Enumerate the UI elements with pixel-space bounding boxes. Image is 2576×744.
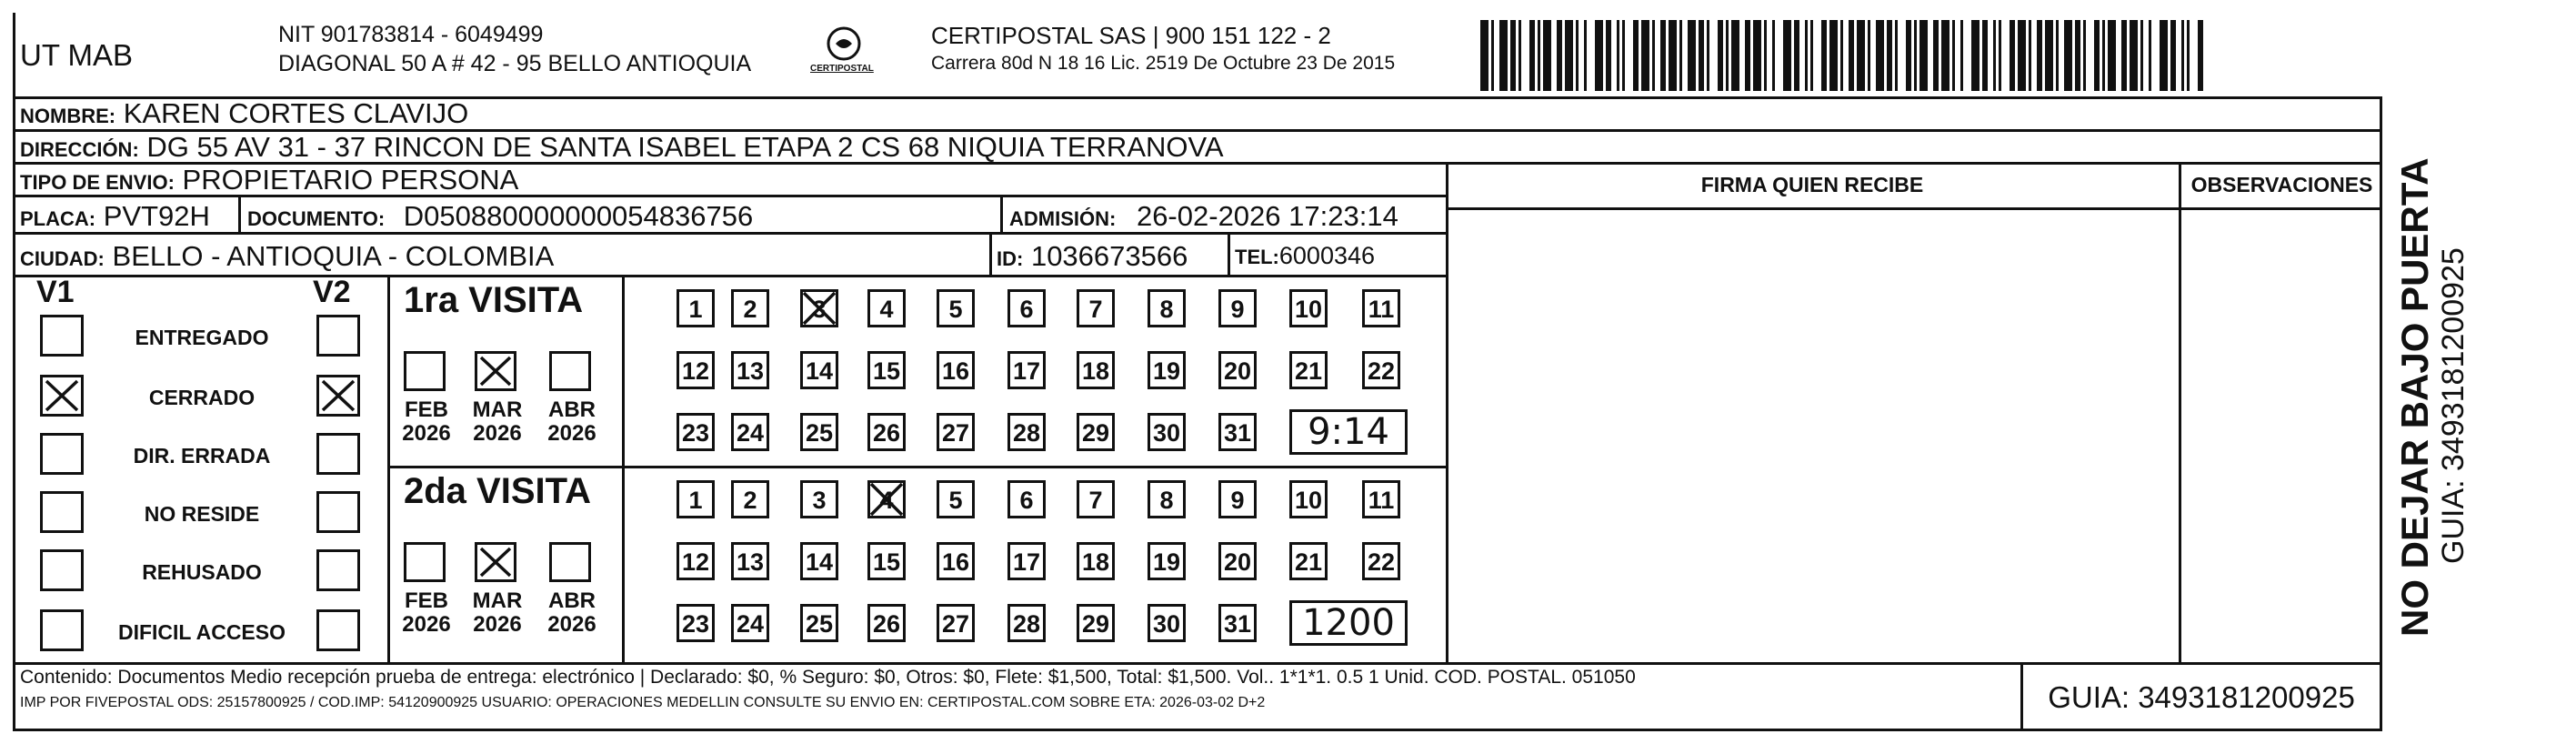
barcode-bar — [1595, 20, 1603, 91]
barcode-bar — [2108, 20, 2116, 91]
day-box[interactable]: 22 — [1362, 542, 1400, 580]
day-box[interactable]: 18 — [1077, 351, 1115, 389]
barcode-bar — [1660, 20, 1666, 91]
admission-label: ADMISIÓN: — [1009, 207, 1117, 230]
recipient-address-row — [20, 133, 1224, 161]
v1-checkbox[interactable] — [40, 375, 84, 417]
barcode-bar — [1794, 20, 1799, 91]
month-checkbox[interactable] — [475, 542, 516, 582]
day-box[interactable]: 17 — [1007, 351, 1046, 389]
barcode-bar — [1617, 20, 1619, 91]
divider — [387, 466, 1446, 468]
id-label: ID: — [997, 247, 1024, 270]
signature-label: FIRMA QUIEN RECIBE — [1700, 173, 1924, 196]
day-box[interactable]: 18 — [1077, 542, 1115, 580]
barcode-bar — [1772, 20, 1775, 91]
barcode-bar — [1538, 20, 1540, 91]
v2-checkbox[interactable] — [316, 549, 360, 591]
barcode-bar — [1840, 20, 1843, 91]
tel-label: TEL: — [1235, 246, 1279, 268]
month-checkbox[interactable] — [404, 351, 446, 391]
day-box[interactable]: 8 — [1148, 289, 1186, 327]
tel-value: 6000346 — [1278, 242, 1376, 269]
month-year: 2026 — [473, 612, 522, 638]
barcode-bar — [2170, 20, 2176, 91]
recipient-name: KAREN CORTES CLAVIJO — [123, 97, 469, 129]
v1-label: V1 — [36, 275, 75, 309]
day-box[interactable]: 31 — [1218, 413, 1257, 451]
barcode-bar — [1641, 20, 1649, 91]
divider — [2179, 162, 2181, 662]
day-box[interactable]: 5 — [937, 289, 975, 327]
day-box[interactable]: 25 — [800, 604, 838, 642]
barcode-bar — [1510, 20, 1516, 91]
barcode-bar — [1688, 20, 1696, 91]
barcode-bar — [1731, 20, 1739, 91]
barcode-bar — [1606, 20, 1611, 91]
barcode-bar — [1543, 20, 1551, 91]
v2-label: V2 — [313, 275, 351, 309]
barcode-bar — [2075, 20, 2080, 91]
barcode-bar — [1480, 20, 1488, 91]
day-box[interactable]: 1 — [677, 289, 715, 327]
day-box[interactable]: 2 — [731, 480, 769, 518]
barcode-bar — [1557, 20, 1562, 91]
day-box[interactable]: 27 — [937, 604, 975, 642]
recipient-address: DG 55 AV 31 - 37 RINCON DE SANTA ISABEL ETAPA 2 CS 68 NIQUIA TERRANOVA — [146, 131, 1224, 163]
status-label: ENTREGADO — [135, 326, 269, 349]
day-box[interactable]: 23 — [677, 604, 715, 642]
admission-row — [1009, 202, 1398, 230]
day-box[interactable]: 28 — [1007, 413, 1046, 451]
day-box[interactable]: 6 — [1007, 289, 1046, 327]
month-year: 2026 — [402, 612, 451, 638]
v1-checkbox[interactable] — [40, 609, 84, 651]
address-label: DIRECCIÓN: — [20, 138, 139, 161]
barcode-bar — [1764, 20, 1767, 91]
v1-checkbox[interactable] — [40, 433, 84, 475]
day-box[interactable]: 17 — [1007, 542, 1046, 580]
barcode-bar — [1868, 20, 1870, 91]
barcode-bar — [1669, 20, 1677, 91]
divider — [1000, 195, 1003, 232]
barcode-bar — [2102, 20, 2105, 91]
month-checkbox[interactable] — [404, 542, 446, 582]
month-label — [466, 589, 529, 638]
admission-value: 26-02-2026 17:23:14 — [1136, 200, 1398, 232]
document-row — [247, 202, 753, 230]
barcode-bar — [1821, 20, 1827, 91]
barcode-bar — [1933, 20, 1939, 91]
day-box[interactable]: 31 — [1218, 604, 1257, 642]
carrier-name: CERTIPOSTAL SAS | 900 151 122 - 2 — [931, 22, 1331, 49]
certipostal-logo — [812, 22, 876, 85]
day-box[interactable]: 12 — [677, 351, 715, 389]
barcode-bar — [1584, 20, 1587, 91]
barcode-bar — [1576, 20, 1579, 91]
barcode-bar — [2149, 20, 2151, 91]
side-guia: GUIA: 3493181200925 — [2436, 247, 2471, 564]
month-year: 2026 — [547, 612, 596, 638]
month-label — [540, 589, 604, 638]
barcode-bar — [1805, 20, 1808, 91]
v1-checkbox[interactable] — [40, 315, 84, 357]
v2-checkbox[interactable] — [316, 433, 360, 475]
barcode-bar — [1753, 20, 1761, 91]
month-checkbox[interactable] — [475, 351, 516, 391]
barcode-bar — [1633, 20, 1639, 91]
barcode-bar — [1895, 20, 1898, 91]
barcode-bar — [1622, 20, 1625, 91]
v2-checkbox[interactable] — [316, 375, 360, 417]
v1-checkbox[interactable] — [40, 549, 84, 591]
barcode-bar — [1707, 20, 1709, 91]
month-label — [540, 398, 604, 447]
month-name: MAR — [472, 397, 523, 422]
month-name: ABR — [548, 588, 596, 613]
v2-checkbox[interactable] — [316, 491, 360, 533]
month-name: FEB — [405, 588, 448, 613]
month-name: FEB — [405, 397, 448, 422]
divider — [13, 232, 1446, 235]
day-box[interactable]: 9 — [1218, 289, 1257, 327]
type-label: TIPO DE ENVIO: — [20, 171, 175, 194]
day-x-mark — [867, 480, 906, 528]
day-box[interactable]: 14 — [800, 542, 838, 580]
barcode-bar — [2121, 20, 2127, 91]
city-value: BELLO - ANTIOQUIA - COLOMBIA — [112, 240, 555, 272]
side-warning: NO DEJAR BAJO PUERTA — [2393, 157, 2436, 637]
day-box[interactable]: 10 — [1289, 480, 1328, 518]
barcode — [1480, 20, 2206, 91]
day-box[interactable]: 20 — [1218, 351, 1257, 389]
divider — [622, 275, 625, 662]
month-year: 2026 — [473, 421, 522, 447]
day-box[interactable]: 24 — [731, 604, 769, 642]
barcode-bar — [1960, 20, 1963, 91]
carrier-license: Carrera 80d N 18 16 Lic. 2519 De Octubre 23 De 2015 — [931, 53, 1396, 74]
barcode-bar — [2130, 20, 2138, 91]
visit2-title: 2da VISITA — [404, 471, 591, 511]
barcode-bar — [1679, 20, 1682, 91]
footer-imp: IMP POR FIVEPOSTAL ODS: 25157800925 / COD.IMP: 54120900925 USUARIO: OPERACIONES MEDELLIN CONSULTE SU ENVIO EN: CERTIPOSTAL.COM SOBRE ETA: 2026-03-02 D+2 — [20, 695, 1266, 710]
barcode-bar — [1726, 20, 1729, 91]
v2-checkbox[interactable] — [316, 609, 360, 651]
day-box[interactable]: 10 — [1289, 289, 1328, 327]
footer-guia: GUIA: 3493181200925 — [2048, 680, 2355, 714]
barcode-bar — [1914, 20, 1917, 91]
document-value: D050880000000054836756 — [403, 200, 754, 232]
shipment-type-row — [20, 166, 518, 194]
divider — [238, 195, 241, 232]
day-box[interactable]: 13 — [731, 542, 769, 580]
visit1-title: 1ra VISITA — [404, 280, 584, 320]
day-box[interactable]: 3 — [800, 289, 838, 327]
barcode-bar — [1699, 20, 1704, 91]
logo-text: CERTIPOSTAL — [810, 64, 874, 74]
month-checkbox[interactable] — [549, 351, 591, 391]
barcode-bar — [2187, 20, 2190, 91]
barcode-bar — [1876, 20, 1884, 91]
month-year: 2026 — [402, 421, 451, 447]
day-box[interactable]: 7 — [1077, 480, 1115, 518]
barcode-bar — [2056, 20, 2059, 91]
month-label — [395, 589, 458, 638]
divider — [1446, 207, 2382, 210]
barcode-bar — [1849, 20, 1854, 91]
barcode-bar — [1499, 20, 1508, 91]
barcode-bar — [1829, 20, 1838, 91]
barcode-bar — [1491, 20, 1494, 91]
day-box[interactable]: 28 — [1007, 604, 1046, 642]
company-name: UT MAB — [20, 38, 134, 72]
day-box[interactable]: 9 — [1218, 480, 1257, 518]
left-border-top — [13, 13, 15, 99]
barcode-bar — [2094, 20, 2100, 91]
day-box[interactable]: 16 — [937, 542, 975, 580]
status-label: NO RESIDE — [144, 502, 260, 526]
barcode-bar — [1999, 20, 2001, 91]
day-box[interactable]: 19 — [1148, 351, 1186, 389]
city-row — [20, 242, 554, 270]
observations-label: OBSERVACIONES — [2190, 173, 2373, 196]
day-box[interactable]: 15 — [867, 542, 906, 580]
barcode-bar — [2181, 20, 2184, 91]
day-box[interactable]: 21 — [1289, 351, 1328, 389]
day-box[interactable]: 19 — [1148, 542, 1186, 580]
v1-checkbox[interactable] — [40, 491, 84, 533]
status-label: DIFICIL ACCESO — [117, 620, 286, 644]
barcode-bar — [1919, 20, 1928, 91]
divider — [13, 275, 1446, 277]
city-label: CIUDAD: — [20, 247, 105, 270]
barcode-bar — [2018, 20, 2026, 91]
month-label — [395, 398, 458, 447]
name-label: NOMBRE: — [20, 105, 116, 127]
status-label: CERRADO — [148, 386, 256, 409]
day-box[interactable]: 8 — [1148, 480, 1186, 518]
barcode-bar — [2010, 20, 2015, 91]
barcode-bar — [1652, 20, 1655, 91]
id-row — [997, 242, 1188, 270]
day-box[interactable]: 29 — [1077, 413, 1115, 451]
visit-time[interactable]: 1200 — [1289, 600, 1408, 646]
day-box[interactable]: 6 — [1007, 480, 1046, 518]
day-box[interactable]: 7 — [1077, 289, 1115, 327]
barcode-bar — [1857, 20, 1865, 91]
day-box[interactable]: 4 — [867, 480, 906, 518]
company-nit: NIT 901783814 - 6049499 — [278, 22, 544, 47]
tel-row — [1235, 244, 1375, 268]
barcode-bar — [1718, 20, 1723, 91]
day-box[interactable]: 23 — [677, 413, 715, 451]
day-box[interactable]: 16 — [937, 351, 975, 389]
month-year: 2026 — [547, 421, 596, 447]
month-name: ABR — [548, 397, 596, 422]
month-checkbox[interactable] — [549, 542, 591, 582]
day-box[interactable]: 2 — [731, 289, 769, 327]
barcode-bar — [1906, 20, 1911, 91]
month-label — [466, 398, 529, 447]
day-box[interactable]: 30 — [1148, 604, 1186, 642]
barcode-bar — [2083, 20, 2086, 91]
divider — [1228, 232, 1230, 275]
visit-time[interactable]: 9:14 — [1289, 409, 1408, 455]
status-label: DIR. ERRADA — [133, 444, 271, 468]
barcode-bar — [1993, 20, 1996, 91]
month-name: MAR — [472, 588, 523, 613]
barcode-bar — [2064, 20, 2072, 91]
plate-label: PLACA: — [20, 207, 96, 230]
day-box[interactable]: 3 — [800, 480, 838, 518]
document-label: DOCUMENTO: — [247, 207, 386, 230]
day-box[interactable]: 27 — [937, 413, 975, 451]
day-box[interactable]: 24 — [731, 413, 769, 451]
shipment-type: PROPIETARIO PERSONA — [182, 164, 519, 196]
plate-row — [20, 202, 210, 230]
barcode-bar — [1519, 20, 1521, 91]
divider — [13, 662, 2382, 665]
day-box[interactable]: 25 — [800, 413, 838, 451]
day-box[interactable]: 15 — [867, 351, 906, 389]
day-box[interactable]: 22 — [1362, 351, 1400, 389]
barcode-bar — [2160, 20, 2168, 91]
day-x-mark — [800, 289, 838, 337]
day-box[interactable]: 11 — [1362, 289, 1400, 327]
id-value: 1036673566 — [1030, 240, 1188, 272]
day-box[interactable]: 1 — [677, 480, 715, 518]
day-box[interactable]: 26 — [867, 604, 906, 642]
divider — [1446, 162, 1448, 662]
day-box[interactable]: 21 — [1289, 542, 1328, 580]
divider — [387, 275, 390, 662]
barcode-bar — [1745, 20, 1750, 91]
day-box[interactable]: 12 — [677, 542, 715, 580]
day-box[interactable]: 11 — [1362, 480, 1400, 518]
barcode-bar — [2198, 20, 2203, 91]
barcode-bar — [1810, 20, 1813, 91]
barcode-bar — [2045, 20, 2053, 91]
barcode-bar — [1565, 20, 1573, 91]
barcode-bar — [1529, 20, 1535, 91]
divider — [989, 232, 992, 275]
day-box[interactable]: 14 — [800, 351, 838, 389]
barcode-bar — [1982, 20, 1988, 91]
barcode-bar — [1941, 20, 1950, 91]
recipient-name-row — [20, 99, 468, 127]
barcode-bar — [1952, 20, 1955, 91]
v2-checkbox[interactable] — [316, 315, 360, 357]
company-address: DIAGONAL 50 A # 42 - 95 BELLO ANTIOQUIA — [278, 51, 752, 76]
barcode-bar — [2029, 20, 2031, 91]
day-box[interactable]: 13 — [731, 351, 769, 389]
barcode-bar — [2140, 20, 2143, 91]
plate-value: PVT92H — [103, 200, 210, 232]
day-box[interactable]: 26 — [867, 413, 906, 451]
barcode-bar — [1783, 20, 1791, 91]
day-box[interactable]: 30 — [1148, 413, 1186, 451]
barcode-bar — [1887, 20, 1892, 91]
day-box[interactable]: 4 — [867, 289, 906, 327]
status-label: REHUSADO — [142, 560, 262, 584]
footer-content: Contenido: Documentos Medio recepción prueba de entrega: electrónico | Declarado: $0, % Seguro: $0, Otros: $0, Flete: $1,500, Total: $1,500. Vol.. 1*1*1. 0.5 1 Unid. COD. POSTAL. 051050 — [20, 667, 1636, 688]
barcode-bar — [1971, 20, 1980, 91]
day-box[interactable]: 5 — [937, 480, 975, 518]
day-box[interactable]: 20 — [1218, 542, 1257, 580]
barcode-bar — [2037, 20, 2042, 91]
side-text — [2393, 146, 2475, 637]
day-box[interactable]: 29 — [1077, 604, 1115, 642]
